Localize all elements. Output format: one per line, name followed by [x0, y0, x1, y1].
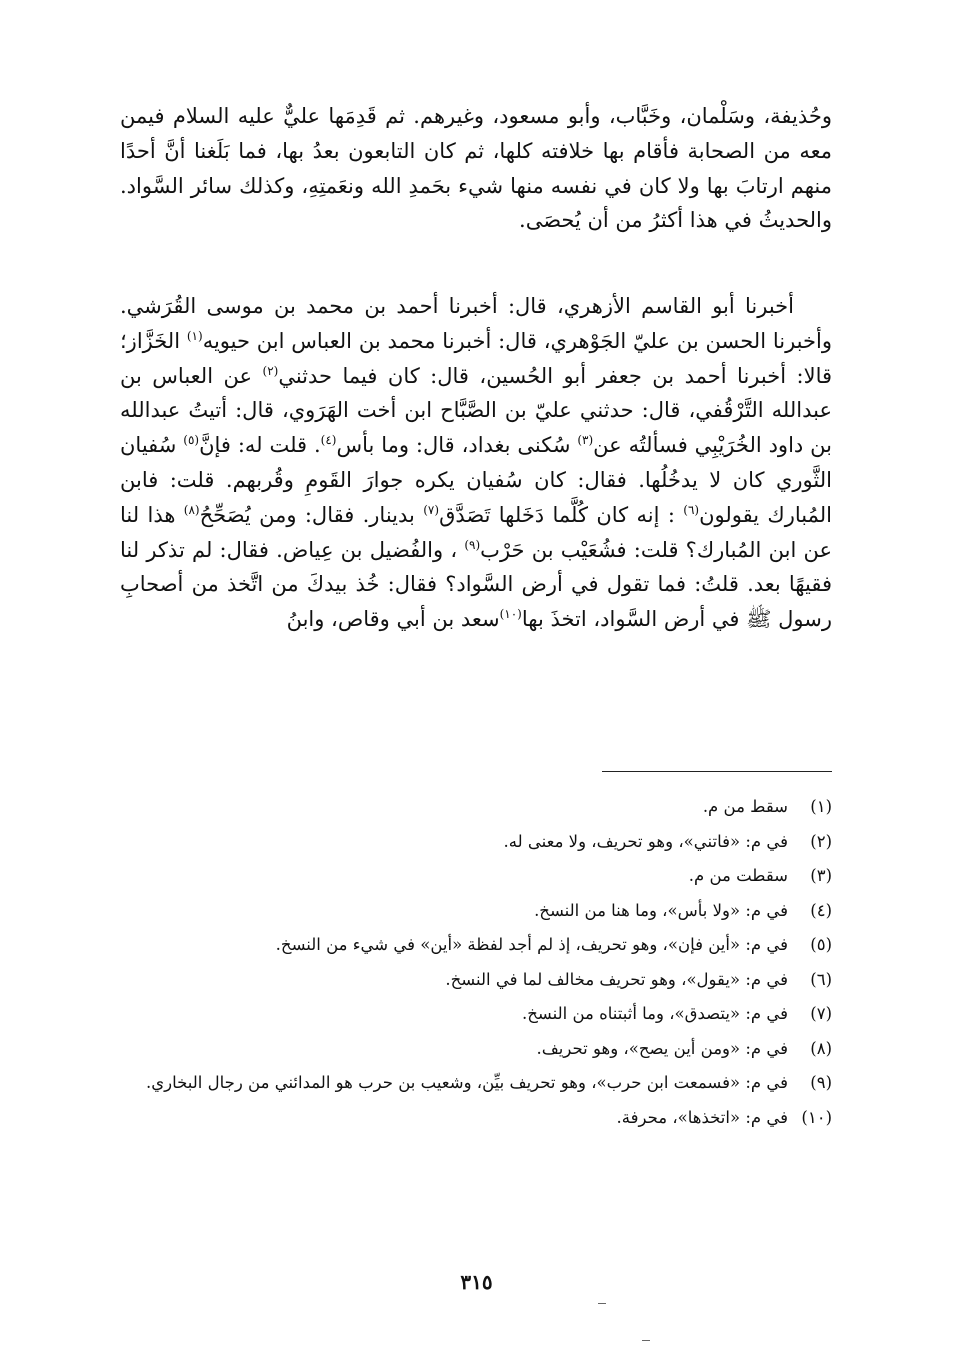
footnote-reference[interactable]: (٤) [320, 433, 337, 448]
footnote-item [120, 963, 832, 998]
page-number: ٣١٥ [460, 1270, 493, 1294]
footnote-number: (٦) [810, 969, 832, 989]
footnote-item [120, 1101, 832, 1136]
text-line: المُبارك؟ قلت: فشُعَيْب بن حَرْب$^{(٩)}$ ، والفُضيل بن عِياض. فقال: لم تذكر لنا [120, 537, 762, 562]
footnote-item [120, 997, 832, 1032]
footnote-text: في م: «فسمعت ابن حرب»، وهو تحريف بيِّن، وشعيب بن حرب هو المدائني من رجال البخاري. [145, 1073, 788, 1092]
footnote-reference[interactable]: (١٠) [499, 607, 522, 622]
footnote-reference[interactable]: (١) [186, 328, 203, 343]
footnote-number: (٢) [810, 831, 832, 851]
footnote-number: (١) [810, 797, 832, 816]
footnote-text: في م: «ولا بأس»، وما هنا من النسخ. [534, 900, 788, 920]
footnote-text: في م: «يتصدق»، وما أثبتناه من النسخ. [522, 1004, 788, 1023]
text-line: ونعَمتِهِ، وكذلك سائر السَّواد. والحديثُ في هذا أكثرُ من أن يُحصَى. [120, 173, 832, 233]
footnote-item [120, 894, 832, 929]
footnote-text: في م: «ومن أين يصح»، وهو تحريف. [536, 1038, 788, 1058]
footnote-item [120, 1032, 832, 1067]
footnote-number: (٨) [810, 1038, 832, 1058]
footnote-reference[interactable]: (٥) [183, 433, 200, 448]
footnote-reference[interactable]: (٢) [262, 363, 279, 378]
text-line: ابن حيويه$^{(١)}$ الخَزَّاز؛ قالا: أخبرنا أحمد بن جعفر أبو الحُسين، قال: كان [120, 328, 833, 388]
text-line: أصحابِ رسول ﷺ في أرض السَّواد، اتخذَ بها$^{(١٠)}$سعد بن أبي وقاص، وابنُ [120, 572, 832, 632]
footnote-number: (١٠) [801, 1107, 832, 1127]
text-line: إنه كان كُلَّما دَخَلها تَصَدَّق$^{(٧)}$ بدينار. فقال: ومن يُصَحِّحُ$^{(٨)}$ هذا لنا عن ابن [120, 502, 832, 562]
footnote-item [120, 859, 832, 894]
text-line: فما بَلَغنا أنَّ أحدًا منهم ارتابَ بها ولا كان في نفسه منها شيء بحَمدِ الله [120, 138, 832, 198]
scan-speck [598, 1303, 606, 1304]
footnote-text: في م: «يقول»، وهو تحريف مخالف لما في النسخ. [445, 969, 788, 989]
text-line: وحُذيفة، وسَلْمان، وخَبَّاب، وأبو مسعود، وغيرهم. ثم قَدِمَها عليٌّ عليه [237, 104, 832, 128]
text-line: أخبرنا أبو القاسم الأزهري، قال: أخبرنا أحمد بن محمد بن موسى [206, 294, 794, 318]
footnote-reference[interactable]: (٧) [423, 502, 440, 517]
footnote-text: في م: «اتخذها»، محرفة. [616, 1107, 788, 1127]
text-line: فيما حدثني$^{(٢)}$ عن العباس بن عبدالله التَّرْقُفي، قال: حدثني عليّ بن الصَّبَّاح [120, 363, 832, 423]
text-line: فقيهًا بعد. قلتُ: فما تقول في أرض السَّواد؟ فقال: خُذ بيدكَ من اتَّخذ من [191, 572, 832, 597]
text-line: بغداد، قال: وما بأس$^{(٤)}$. قلت له: فإنَّ$^{(٥)}$ سُفيان الثَّوري كان لا يدخُلُها. [120, 433, 832, 492]
footnote-text: في م: «فاتني»، وهو تحريف، ولا معنى له. [503, 831, 788, 851]
text-line: السلام فيمن معه من الصحابة فأقام بها خلافته كلها، ثم كان التابعون بعدُ بها، [120, 104, 832, 163]
footnote-number: (٧) [810, 1004, 832, 1023]
footnote-reference[interactable]: (٦) [683, 502, 700, 517]
footnote-reference[interactable]: (٨) [183, 502, 200, 517]
footnote-text: سقطت من م. [688, 866, 788, 885]
footnote-text: في م: «أين فإن»، وهو تحريف، إذ لم أجد لفظة «أين» في شيء من النسخ. [275, 935, 788, 954]
footnote-item [120, 928, 832, 963]
text-line: ابن أخت الهَرَوي، قال: أتيتُ عبدالله بن داود الخُرَيْبِي فسألتُه عن$^{(٣)}$ سُكنى [120, 398, 832, 458]
footnote-item [120, 825, 832, 860]
footnote-number: (٩) [810, 1073, 832, 1092]
text-line: فقال: كان سُفيان يكره جوارَ القَومِ وقُربهم. قلت: فابن المُبارك يقولون$^{(٦)}$ : [120, 467, 832, 527]
footnote-reference[interactable]: (٩) [464, 537, 481, 552]
text-line: القُرَشي. وأخبرنا الحسن بن عليّ الجَوْهري، قال: أخبرنا محمد بن العباس [120, 294, 832, 353]
footnote-number: (٥) [810, 935, 832, 954]
footnote-divider [602, 771, 832, 772]
footnote-text: سقط من م. [702, 797, 788, 816]
scan-speck [642, 1340, 650, 1341]
paragraph-2 [120, 289, 832, 637]
footnote-item [120, 1066, 832, 1101]
footnote-number: (٤) [810, 900, 832, 920]
footnote-item [120, 790, 832, 825]
paragraph-1 [120, 99, 832, 238]
footnote-reference[interactable]: (٣) [577, 433, 594, 448]
footnote-number: (٣) [810, 866, 832, 885]
footnotes-list [120, 790, 832, 1135]
